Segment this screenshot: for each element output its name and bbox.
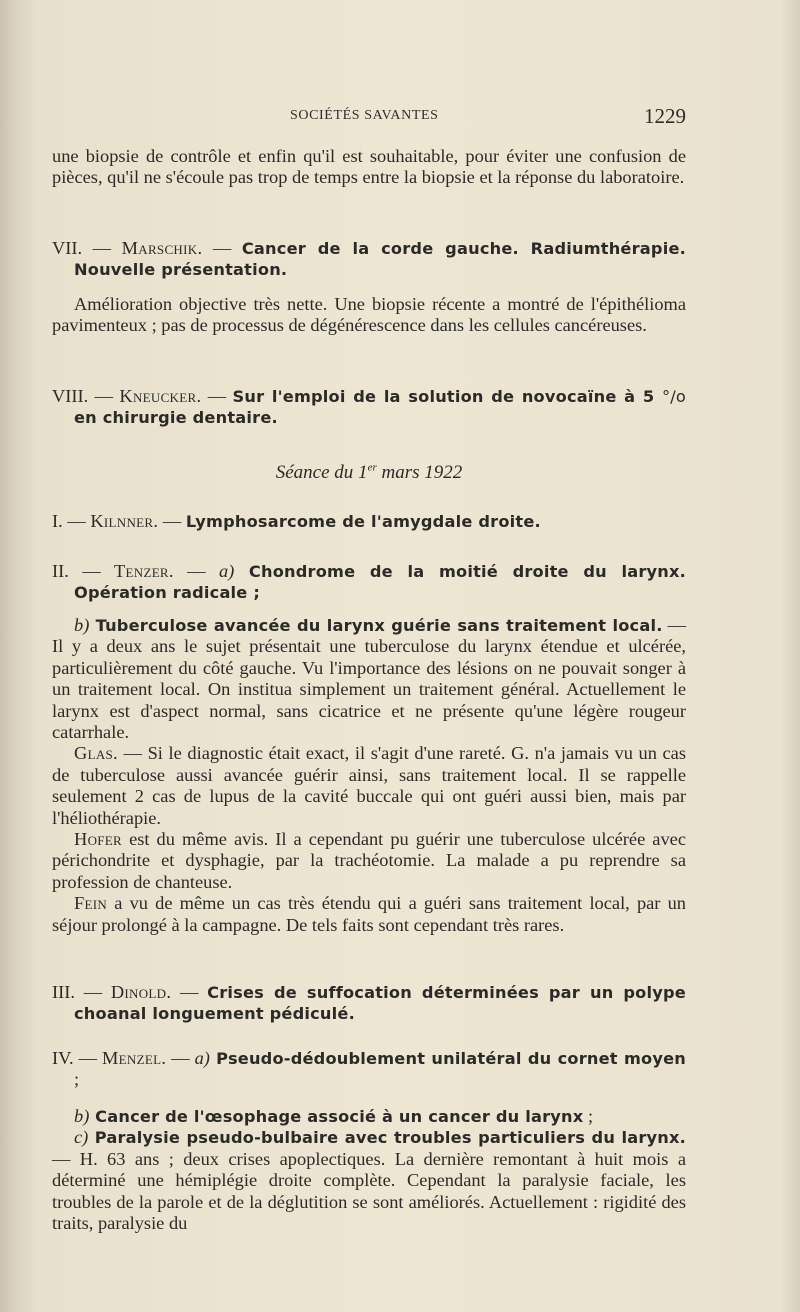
entry-author: Menzel. [102,1048,167,1068]
entry-number: VII. — [52,238,122,258]
entry-author: Dinold. [110,982,172,1002]
entry-title: Crises de suffocation déterminées par un polype choanal longuement pédiculé. [74,983,686,1024]
entry-title: Paralysie pseudo-bulbaire avec troubles particuliers du larynx. [88,1128,686,1148]
comment-author: Glas. [74,743,118,764]
entry-title: Chondrome de la moitié droite du larynx. Opération radicale ; [74,562,686,603]
session-heading: Séance du 1er mars 1922 [275,461,463,483]
intro-paragraph: une biopsie de contrôle et enfin qu'il est souhaitable, pour éviter une confusion de pièces, qu'il ne s'écoule pas trop de temps entre la biopsie et la réponse du laboratoire. [52,146,686,188]
entry-number: II. — [52,561,114,581]
entry-number: VIII. — [52,386,120,406]
entry-number: III. — [52,982,111,1002]
comment-author: Hofer [74,829,123,850]
comment-fein: Fein a vu de même un cas très étendu qui a guéri sans traitement local, par un séjour prolongé à la campagne. De tels faits sont cependant très rares. [52,893,686,935]
entry-author: Tenzer. [113,561,174,581]
page-number: 1229 [644,104,686,128]
entry-iv-b-c: b) Cancer de l'œsophage associé à un cancer du larynx ; c) Paralysie pseudo-bulbaire avec troubles particuliers du larynx. — H. 63 ans ; deux crises apoplectiques. La dernière remontant à huit mois a déterminé une hémiplégie droite complète. Cependant la paralysie faciale, les troubles de la parole et de la déglutition se sont améliorés. Actuellement : rigidité des traits, paralysie du [52,1106,686,1234]
entry-title: Lymphosarcome de l'amygdale droite. [185,512,541,531]
entry-number: IV. — [52,1048,103,1068]
entry-author: Marschik. [121,238,203,258]
entry-iv: IV. — Menzel. — a) Pseudo-dédoublement unilatéral du cornet moyen ; [52,1048,686,1090]
entry-vii-body: Amélioration objective très nette. Une biopsie récente a montré de l'épithélioma pavimenteux ; pas de processus de dégénérescence dans les cellules cancéreuses. [52,294,686,336]
entry-title: Pseudo-dédoublement unilatéral du cornet moyen [209,1049,686,1068]
entry-number: I. — [52,511,91,531]
entry-title: Tuberculose avancée du larynx guérie sans traitement local. [89,616,663,635]
running-title: SOCIÉTÉS SAVANTES [290,108,439,123]
entry-title: Cancer de la corde gauche. Radiumthérapie. Nouvelle présentation. [74,239,686,280]
entry-title: Sur l'emploi de la solution de novocaïne à 5 °/o en chirurgie dentaire. [74,387,686,428]
entry-iii: III. — Dinold. — Crises de suffocation déterminées par un polype choanal longuement pédiculé. [52,982,686,1024]
comment-glas: Glas. — Si le diagnostic était exact, il s'agit d'une rareté. G. n'a jamais vu un cas de tuberculose aussi avancée guérir ainsi, sans traitement local. Il se rappelle seulement 2 cas de lupus de la cavité buccale qui ont guéri aussi bien, mais par l'héliothérapie. [52,743,686,828]
comment-hofer: Hofer est du même avis. Il a cependant pu guérir une tuberculose ulcérée avec périchondrite et dysphagie, par la trachéotomie. La malade a pu reprendre sa profession de chanteuse. [52,829,686,892]
page-header [52,104,686,134]
entry-vii: VII. — Marschik. — Cancer de la corde gauche. Radiumthérapie. Nouvelle présentation. [52,238,686,280]
entry-author: Kneucker. [119,386,202,406]
entry-i: I. — Kilnner. — Lymphosarcome de l'amygdale droite. [52,511,541,531]
entry-viii: VIII. — Kneucker. — Sur l'emploi de la solution de novocaïne à 5 °/o en chirurgie dentaire. [52,386,686,428]
entry-ii-b: b) Tuberculose avancée du larynx guérie sans traitement local. — Il y a deux ans le sujet présentait une tuberculose du larynx étendue et ulcérée, particulièrement du côté gauche. Vu l'importance des lésions on ne pouvait songer à un traitement local. On institua simplement un traitement général. Actuellement le larynx est d'aspect normal, sans cicatrice et ne présente qu'une légère rougeur catarrhale. Glas. — Si le diagnostic était exact, il s'agit d'une rareté. G. n'a jamais vu un cas de tuberculose aussi avancée guérir ainsi, sans traitement local. Il se rappelle seulement 2 cas de lupus de la cavité buccale qui ont guéri aussi bien, mais par l'héliothérapie. Hofer est du même avis. Il a cependant pu guérir une tuberculose ulcérée avec périchondrite et dysphagie, par la trachéotomie. La malade a pu reprendre sa profession de chanteuse. Fein a vu de même un cas très étendu qui a guéri sans traitement local, par un séjour prolongé à la campagne. De tels faits sont cependant très rares. [52,615,686,935]
entry-title: Cancer de l'œsophage associé à un cancer du larynx [89,1107,584,1126]
entry-ii: II. — Tenzer. — a) Chondrome de la moitié droite du larynx. Opération radicale ; [52,561,686,603]
comment-author: Fein [74,893,108,914]
entry-author: Kilnner. [90,511,159,531]
